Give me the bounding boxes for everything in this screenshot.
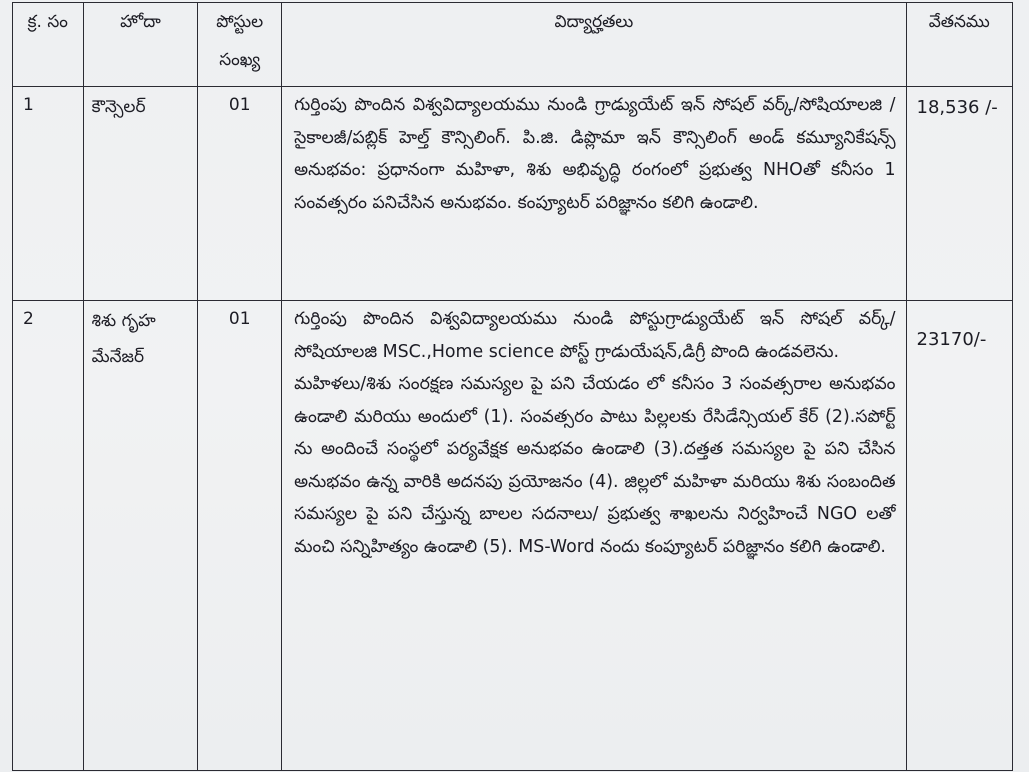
- header-post-count: [198, 3, 282, 87]
- row-post-count: 01: [198, 87, 282, 301]
- row-salary: 18,536 /-: [906, 87, 1012, 301]
- table-row: [13, 301, 1013, 771]
- header-salary: వేతనము: [906, 3, 1012, 87]
- row-post: శిశు గృహ మేనేజర్: [83, 301, 198, 771]
- header-post-count-line2: సంఖ్య: [219, 50, 261, 70]
- table-header-row: [13, 3, 1013, 87]
- table-row: [13, 87, 1013, 301]
- row-qualification: [282, 301, 906, 771]
- recruitment-table: [12, 2, 1013, 771]
- row-post: కౌన్సెలర్: [83, 87, 198, 301]
- row-serial-number: 1: [13, 87, 84, 301]
- row-qualification: [282, 87, 906, 301]
- header-post: హోదా: [83, 3, 198, 87]
- qualification-paragraph: గుర్తింపు పొందిన విశ్వవిద్యాలయము నుండి పోస్టుగ్రాడ్యుయేట్ ఇన్ సోషల్ వర్క్/ సోషియాలజి MSC.,Home science పోస్ట్ గ్రాడుయేషన్,డిగ్రీ పొంది ఉండవలెను.: [294, 309, 896, 362]
- header-post-count-line1: పోస్టుల: [216, 12, 264, 32]
- header-qualification: విద్యార్హతలు: [282, 3, 906, 87]
- row-serial-number: 2: [13, 301, 84, 771]
- header-serial-number: క్ర. సం: [13, 3, 84, 87]
- row-post-count: 01: [198, 301, 282, 771]
- row-salary: 23170/-: [906, 301, 1012, 771]
- qualification-paragraph: గుర్తింపు పొందిన విశ్వవిద్యాలయము నుండి గ్రాడ్యుయేట్ ఇన్ సోషల్ వర్క్/సోషియాలజి / సైకాలజీ/పబ్లిక్ హెల్త్ కౌన్సిలింగ్. పి.జి. డిప్లొమా ఇన్ కౌన్సిలింగ్ అండ్ కమ్యూనికేషన్స్ అనుభవం: ప్రధానంగా మహిళా, శిశు అభివృద్ధి రంగంలో ప్రభుత్వ NHOతో కనీసం 1 సంవత్సరం పనిచేసిన అనుభవం. కంప్యూటర్ పరిజ్ఞానం కలిగి ఉండాలి.: [294, 95, 896, 213]
- qualification-paragraph: మహిళలు/శిశు సంరక్షణ సమస్యల పై పని చేయడం లో కనీసం 3 సంవత్సరాల అనుభవం ఉండాలి మరియు అందులో (1). సంవత్సరం పాటు పిల్లలకు రేసిడేన్సియల్ కేర్ (2).సపోర్ట్ ను అందించే సంస్థలో పర్యవేక్షక అనుభవం ఉండాలి (3).దత్తత సమస్యల పై పని చేసిన అనుభవం ఉన్న వారికి అదనపు ప్రయోజనం (4). జిల్లలో మహిళా మరియు శిశు సంబందిత సమస్యల పై పని చేస్తున్న బాలల సదనాలు/ ప్రభుత్వ శాఖలను నిర్వహించే NGO లతో మంచి సన్నిహిత్యం ఉండాలి (5). MS-Word నందు కంప్యూటర్ పరిజ్ఞానం కలిగి ఉండాలి.: [294, 374, 896, 557]
